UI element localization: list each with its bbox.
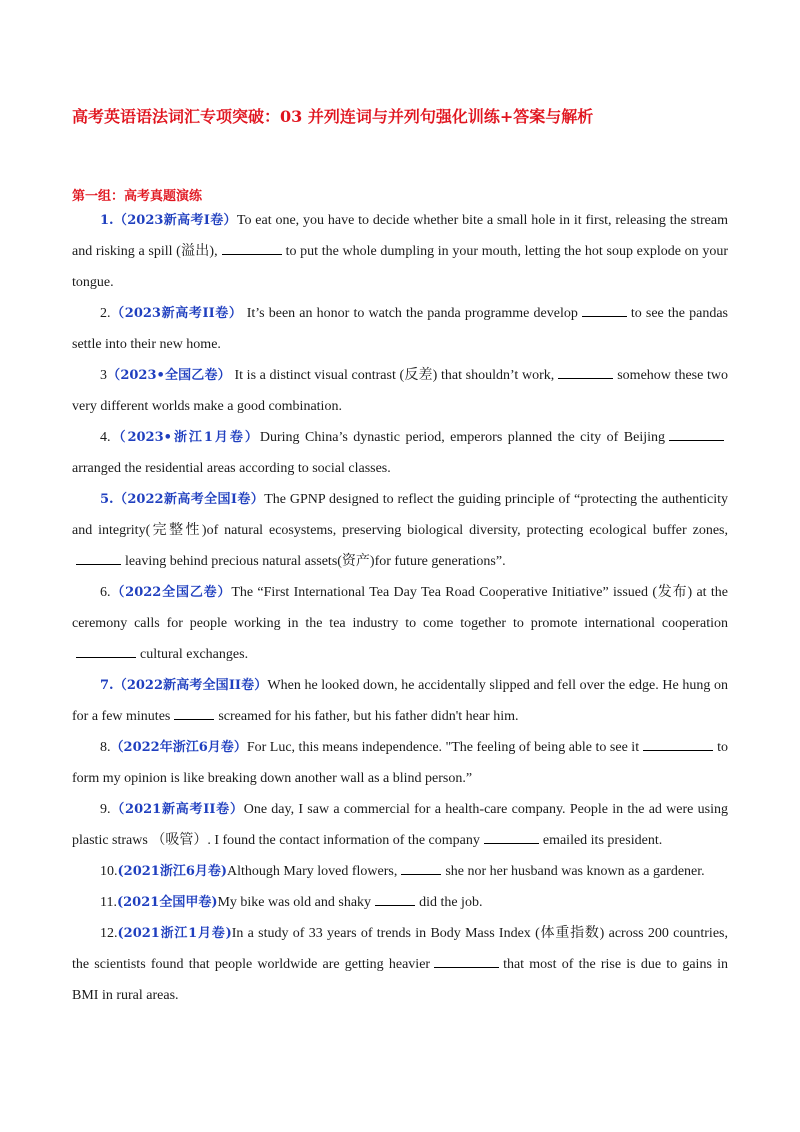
question-7: 7.（2022新高考全国II卷）When he looked down, he accidentally slipped and fell over the edge. He hung on for a few minutes screamed for his father, but his father didn't hear him. xyxy=(72,678,728,724)
answer-blank[interactable] xyxy=(222,240,282,255)
answer-blank[interactable] xyxy=(582,302,627,317)
answer-blank[interactable] xyxy=(434,953,499,968)
answer-blank[interactable] xyxy=(643,736,713,751)
document-title: 高考英语语法词汇专项突破：03 并列连词与并列句强化训练+答案与解析 xyxy=(72,107,594,126)
answer-blank[interactable] xyxy=(174,705,214,720)
answer-blank[interactable] xyxy=(401,860,441,875)
question-source: （2023新高考I卷） xyxy=(113,213,237,228)
question-source: （2023•全国乙卷） xyxy=(107,368,231,383)
question-3: 3（2023•全国乙卷） It is a distinct visual contrast (反差) that shouldn’t work, somehow these two very different worlds make a good combination. xyxy=(72,360,728,422)
answer-blank[interactable] xyxy=(76,550,121,565)
question-source: （2021新高考II卷） xyxy=(110,802,244,817)
question-9: 9.（2021新高考II卷）One day, I saw a commercial for a health-care company. People in the ad were using plastic straws （吸管）. I found the contact information of the company emailed its president. xyxy=(72,802,728,848)
question-source: （2022年浙江6月卷） xyxy=(110,740,247,755)
question-list xyxy=(72,205,728,1011)
answer-blank[interactable] xyxy=(484,829,539,844)
question-8: 8.（2022年浙江6月卷）For Luc, this means independence. "The feeling of being able to see it to form my opinion is like breaking down another wall as a blind person.” xyxy=(72,732,728,794)
section-heading: 第一组：高考真题演练 xyxy=(72,189,203,204)
question-source: （2022新高考全国I卷） xyxy=(113,492,265,507)
answer-blank[interactable] xyxy=(669,426,724,441)
question-11: 11.(2021全国甲卷)My bike was old and shaky did the job. xyxy=(72,887,728,918)
question-1: 1.（2023新高考I卷）To eat one, you have to decide whether bite a small hole in it first, releasing the stream and risking a spill (溢出), to put the whole dumpling in your mouth, letting the hot soup explode on your tongue. xyxy=(72,213,729,290)
question-source: (2021浙江1月卷) xyxy=(117,926,232,941)
answer-blank[interactable] xyxy=(558,364,613,379)
answer-blank[interactable] xyxy=(76,643,136,658)
answer-blank[interactable] xyxy=(375,891,415,906)
question-source: (2021全国甲卷) xyxy=(116,895,218,910)
question-10: 10.(2021浙江6月卷)Although Mary loved flowers, she nor her husband was known as a gardener. xyxy=(72,856,728,887)
question-2: 2.（2023新高考II卷） It’s been an honor to watch the panda programme develop to see the pandas settle into their new home. xyxy=(72,298,728,360)
question-source: (2021浙江6月卷) xyxy=(117,864,228,879)
question-12: 12.(2021浙江1月卷)In a study of 33 years of trends in Body Mass Index (体重指数) across 200 countries, the scientists found that people worldwide are getting heavier that most of the rise is due to gains in BMI in rural areas. xyxy=(72,926,728,1003)
question-source: （2022新高考全国II卷） xyxy=(113,678,268,693)
question-4: 4.（2023•浙江1月卷）During China’s dynastic period, emperors planned the city of Beijingarranged the residential areas according to social classes. xyxy=(72,422,728,484)
question-source: （2022全国乙卷） xyxy=(110,585,232,600)
question-source: （2023•浙江1月卷） xyxy=(110,430,260,445)
question-source: （2023新高考II卷） xyxy=(110,306,243,321)
question-6: 6.（2022全国乙卷）The “First International Tea Day Tea Road Cooperative Initiative” issued (发布) at the ceremony calls for people working in the tea industry to come together to promote international cooperationcultural exchanges. xyxy=(72,585,728,662)
question-5: 5.（2022新高考全国I卷）The GPNP designed to reflect the guiding principle of “protecting the authenticity and integrity(完整性)of natural ecosystems, preserving biological diversity, protecting ecological buffer zones,leaving behind precious natural assets(资产)for future generations”. xyxy=(72,492,728,569)
